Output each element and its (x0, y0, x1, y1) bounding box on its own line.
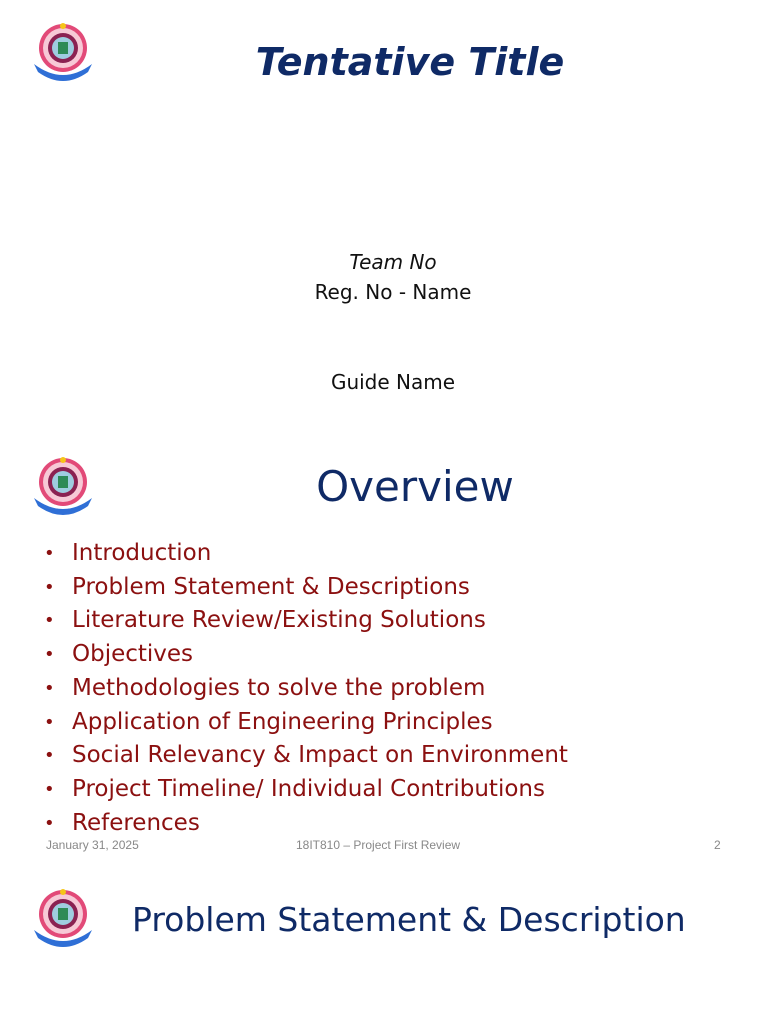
list-item: • Objectives (42, 638, 568, 672)
list-item: • References (42, 807, 568, 841)
bullet-icon: • (44, 576, 55, 598)
list-item: • Introduction (42, 537, 568, 571)
bullet-icon: • (44, 711, 55, 733)
list-item: • Application of Engineering Principles (42, 706, 568, 740)
list-item: • Methodologies to solve the problem (42, 672, 568, 706)
list-item: • Problem Statement & Descriptions (42, 571, 568, 605)
list-item: • Social Relevancy & Impact on Environment (42, 739, 568, 773)
list-item: • Project Timeline/ Individual Contributions (42, 773, 568, 807)
slide-title (0, 0, 768, 432)
bullet-icon: • (44, 644, 55, 666)
page-number: 2 (714, 838, 721, 852)
bullet-icon: • (44, 812, 55, 834)
slide-overview (0, 432, 768, 864)
footer-date: January 31, 2025 (46, 838, 139, 852)
bullet-icon: • (44, 543, 55, 564)
guide-name: Guide Name (330, 370, 456, 394)
college-emblem-icon (28, 886, 98, 952)
list-item: • Literature Review/Existing Solutions (42, 604, 568, 638)
overview-heading: Overview (316, 462, 514, 511)
overview-list (42, 537, 568, 840)
bullet-icon: • (44, 610, 55, 632)
slide-problem-statement (0, 864, 768, 1024)
problem-statement-heading: Problem Statement & Description (132, 900, 686, 939)
slide-title-heading: Tentative Title (255, 40, 565, 84)
team-number: Team No (349, 250, 437, 274)
bullet-icon: • (44, 778, 55, 800)
bullet-icon: • (44, 677, 55, 699)
bullet-icon: • (44, 745, 55, 767)
registration-name: Reg. No - Name (314, 280, 472, 304)
footer-course: 18IT810 – Project First Review (296, 838, 461, 852)
college-emblem-icon (28, 454, 98, 520)
